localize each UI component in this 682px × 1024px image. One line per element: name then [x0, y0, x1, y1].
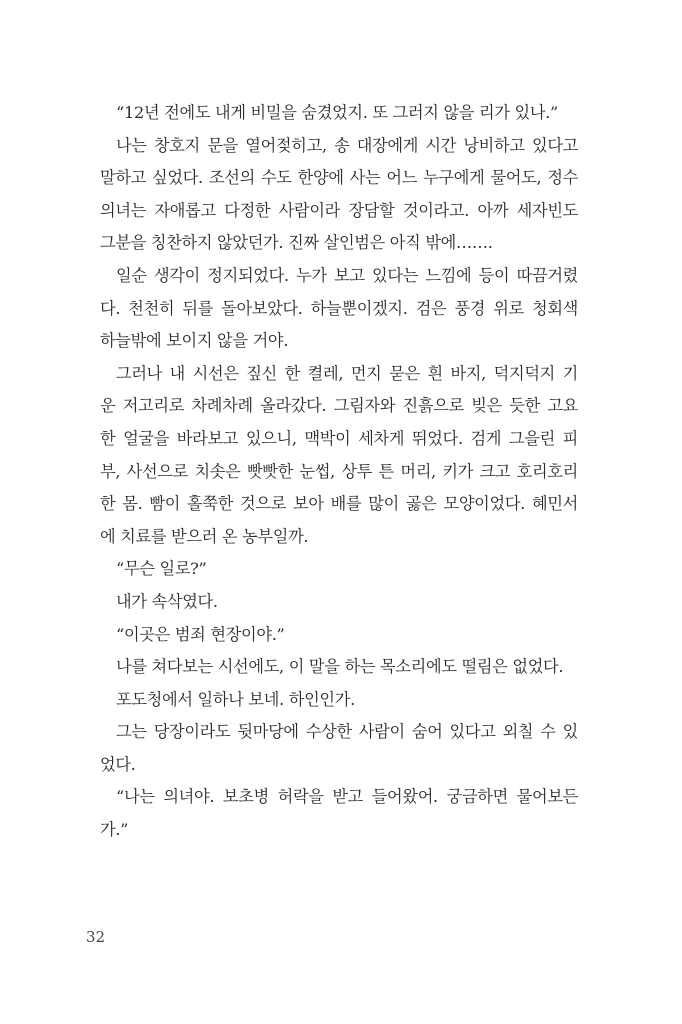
text-line: 나를 쳐다보는 시선에도, 이 말을 하는 목소리에도 떨림은 없었다.	[116, 657, 564, 677]
text-line: “나는 의녀야. 보초병 허락을 받고 들어왔어. 궁금하면 물어보든	[116, 787, 578, 807]
text-line: 하늘밖에 보이지 않을 거야.	[100, 331, 289, 351]
text-line: 내가 속삭였다.	[116, 591, 218, 611]
text-line: 다. 천천히 뒤를 돌아보았다. 하늘뿐이겠지. 검은 풍경 위로 청회색	[100, 298, 578, 318]
paragraph-11	[100, 781, 578, 846]
text-line: 의녀는 자애롭고 다정한 사람이라 장담할 것이라고. 아까 세자빈도	[100, 200, 578, 220]
text-line: 일순 생각이 정지되었다. 누가 보고 있다는 느낌에 등이 따끔거렸	[116, 265, 578, 285]
text-line: 한 얼굴을 바라보고 있으니, 맥박이 세차게 뛰었다. 검게 그을린 피	[100, 428, 578, 448]
text-line: 나는 창호지 문을 열어젖히고, 송 대장에게 시간 낭비하고 있다고	[116, 135, 578, 155]
text-line: “무슨 일로?”	[116, 559, 207, 579]
paragraph-8	[100, 651, 578, 684]
text-line: 말하고 싶었다. 조선의 수도 한양에 사는 어느 누구에게 물어도, 정수	[100, 168, 578, 188]
paragraph-1	[100, 97, 578, 130]
text-line: 에 치료를 받으러 온 농부일까.	[100, 526, 309, 546]
text-line: 었다.	[100, 754, 136, 774]
paragraph-10	[100, 716, 578, 781]
text-line: “이곳은 범죄 현장이야.”	[116, 624, 285, 644]
text-line: 포도청에서 일하나 보네. 하인인가.	[116, 689, 355, 709]
text-line: 가.”	[100, 820, 129, 840]
text-line: 운 저고리로 차례차례 올라갔다. 그림자와 진흙으로 빚은 듯한 고요	[100, 396, 578, 416]
text-line: 그분을 칭찬하지 않았던가. 진짜 살인범은 아직 밖에…….	[100, 233, 493, 253]
page-number: 32	[86, 928, 106, 946]
book-page-body	[100, 97, 578, 847]
paragraph-7	[100, 619, 578, 652]
text-line: “12년 전에도 내게 비밀을 숨겼었지. 또 그러지 않을 리가 있나.”	[116, 103, 559, 122]
paragraph-6	[100, 586, 578, 619]
paragraph-3	[100, 260, 578, 358]
paragraph-5	[100, 553, 578, 586]
paragraph-4	[100, 358, 578, 554]
text-line: 그는 당장이라도 뒷마당에 수상한 사람이 숨어 있다고 외칠 수 있	[116, 722, 578, 742]
text-line: 부, 사선으로 치솟은 빳빳한 눈썹, 상투 튼 머리, 키가 크고 호리호리	[100, 461, 578, 481]
text-line: 한 몸. 빰이 홀쭉한 것으로 보아 배를 많이 곯은 모양이었다. 혜민서	[100, 494, 578, 514]
paragraph-9	[100, 684, 578, 717]
text-line: 그러나 내 시선은 짚신 한 켤레, 먼지 묻은 흰 바지, 덕지덕지 기	[116, 363, 578, 383]
paragraph-2	[100, 130, 578, 260]
